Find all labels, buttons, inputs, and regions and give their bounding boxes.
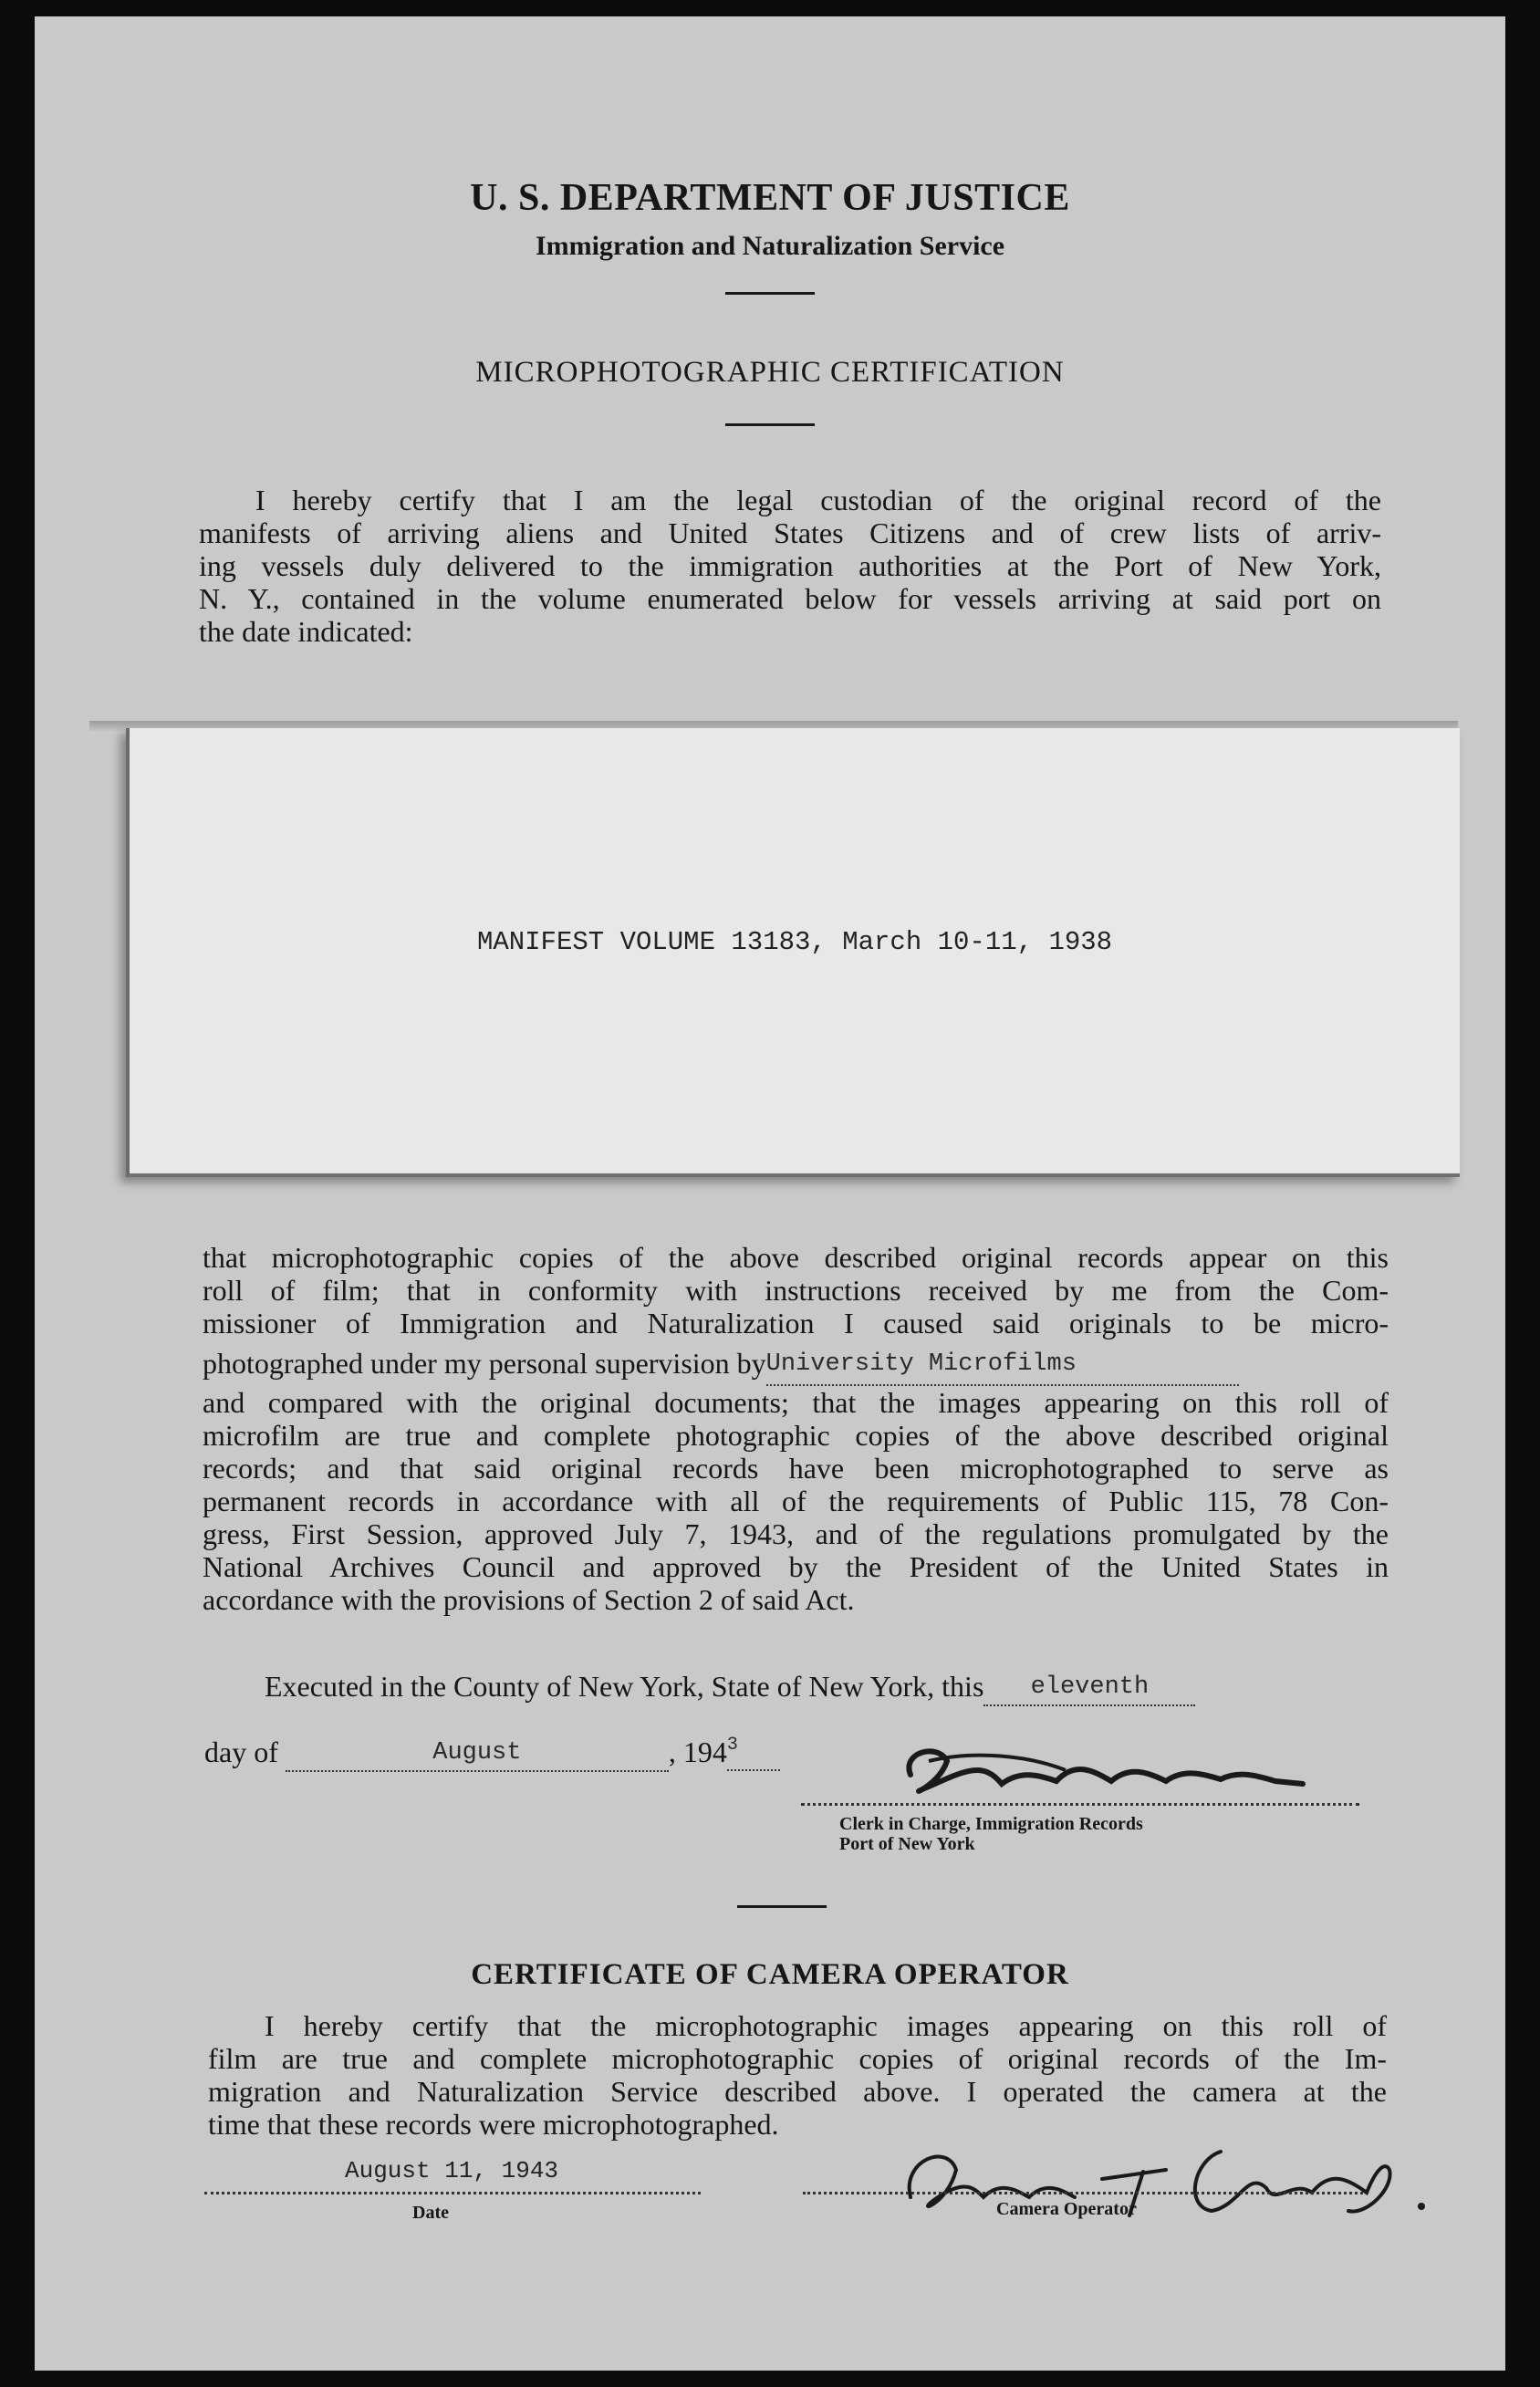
supervision-field xyxy=(766,1347,1239,1386)
body-line: National Archives Council and approved by the President of the United States in xyxy=(203,1550,1389,1583)
body-line: microfilm are true and complete photographic copies of the above described original xyxy=(203,1419,1389,1452)
camera-line: I hereby certify that the microphotographic images appearing on this roll of xyxy=(265,2009,1387,2042)
month-value: August xyxy=(432,1739,522,1767)
certification-title: MICROPHOTOGRAPHIC CERTIFICATION xyxy=(475,356,1065,389)
day-field xyxy=(983,1670,1195,1706)
body-line: roll of film; that in conformity with instructions received by me from the Com- xyxy=(203,1274,1389,1307)
intro-line: manifests of arriving aliens and United States Citizens and of crew lists of arriv- xyxy=(199,516,1381,549)
pasted-manifest-label xyxy=(126,728,1460,1177)
camera-line: film are true and complete microphotographic copies of original records of the Im- xyxy=(208,2042,1387,2075)
clerk-title xyxy=(839,1814,1143,1854)
clerk-title-line: Clerk in Charge, Immigration Records xyxy=(839,1814,1143,1834)
divider xyxy=(737,1905,827,1908)
day-value: eleventh xyxy=(1030,1673,1150,1701)
camera-operator-heading: CERTIFICATE OF CAMERA OPERATOR xyxy=(471,1958,1069,1991)
intro-line: the date indicated: xyxy=(199,615,413,648)
camera-line: time that these records were microphotographed. xyxy=(208,2108,779,2141)
operator-signature-line xyxy=(803,2192,1363,2194)
intro-paragraph xyxy=(199,484,1381,648)
year-field xyxy=(727,1736,780,1771)
clerk-signature-line xyxy=(801,1803,1359,1806)
body-paragraph xyxy=(203,1241,1389,1616)
divider xyxy=(725,292,815,295)
date-value: August 11, 1943 xyxy=(345,2157,559,2184)
body-line: and compared with the original documents; that the images appearing on this roll of xyxy=(203,1386,1389,1419)
manifest-volume-label: MANIFEST VOLUME 13183, March 10-11, 1938 xyxy=(476,927,1113,957)
department-heading: U. S. DEPARTMENT OF JUSTICE xyxy=(470,177,1070,219)
supervision-prefix: photographed under my personal supervision by xyxy=(203,1347,766,1380)
intro-line: N. Y., contained in the volume enumerated below for vessels arriving at said port on xyxy=(199,582,1381,615)
month-field xyxy=(286,1736,669,1772)
intro-line: I hereby certify that I am the legal custodian of the original record of the xyxy=(255,484,1381,516)
date-line xyxy=(204,2192,701,2194)
body-line: accordance with the provisions of Section 2 of said Act. xyxy=(203,1583,855,1616)
body-line: that microphotographic copies of the above described original records appear on this xyxy=(203,1241,1389,1274)
day-of-label: day of xyxy=(204,1736,278,1768)
date-label: Date xyxy=(412,2203,449,2223)
year-prefix: , 194 xyxy=(668,1736,727,1768)
year-value: 3 xyxy=(726,1735,738,1756)
body-line: gress, First Session, approved July 7, 1943, and of the regulations promulgated by the xyxy=(203,1517,1389,1550)
supervision-line xyxy=(203,1347,1389,1386)
body-line: records; and that said original records have been microphotographed to serve as xyxy=(203,1452,1389,1485)
document-page xyxy=(35,16,1505,2371)
supervision-value: University Microfilms xyxy=(765,1350,1077,1378)
body-line: missioner of Immigration and Naturalization I caused said originals to be micro- xyxy=(203,1307,1389,1339)
camera-line: migration and Naturalization Service described above. I operated the camera at the xyxy=(208,2075,1387,2108)
intro-line: ing vessels duly delivered to the immigration authorities at the Port of New York, xyxy=(199,549,1381,582)
camera-operator-label: Camera Operator xyxy=(996,2199,1137,2219)
divider xyxy=(725,423,815,426)
executed-prefix: Executed in the County of New York, State of New York, this xyxy=(265,1670,984,1703)
day-of-line xyxy=(204,1736,780,1772)
service-subheading: Immigration and Naturalization Service xyxy=(535,231,1005,261)
executed-line xyxy=(265,1670,1195,1706)
body-line: permanent records in accordance with all of the requirements of Public 115, 78 Con- xyxy=(203,1485,1389,1517)
clerk-title-line: Port of New York xyxy=(839,1834,975,1854)
operator-signature xyxy=(892,2106,1431,2243)
